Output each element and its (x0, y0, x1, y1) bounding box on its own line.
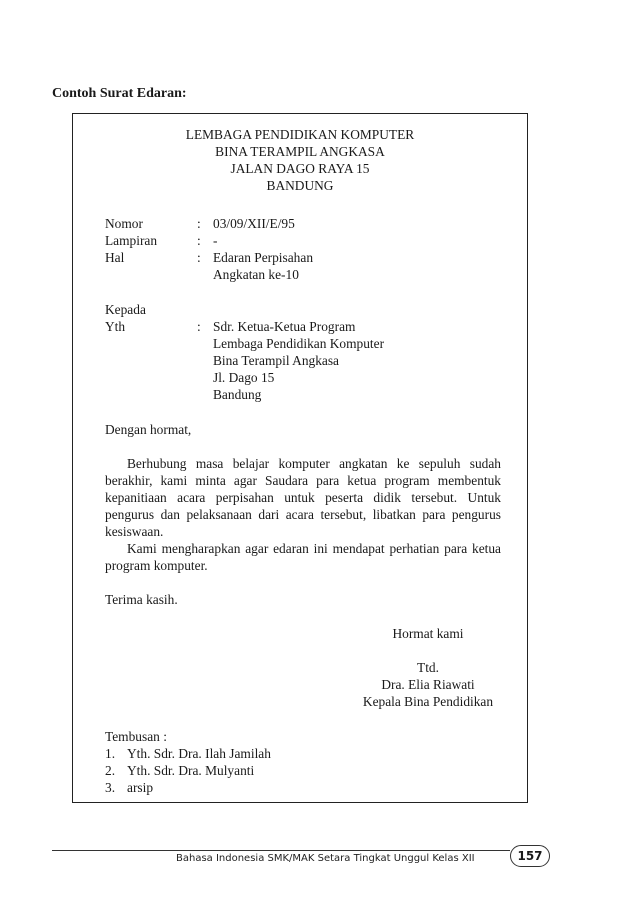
meta-colon: : (197, 233, 201, 248)
tembusan-label: Tembusan : (105, 729, 167, 744)
letter-body (105, 455, 501, 574)
signature-ttd: Ttd. (417, 660, 439, 675)
letterhead-line: BANDUNG (266, 178, 334, 193)
letter-meta (105, 215, 313, 283)
closing: Terima kasih. (105, 592, 178, 607)
recipient-line: Bina Terampil Angkasa (213, 353, 340, 368)
list-item: 3. arsip (105, 780, 154, 795)
letterhead (73, 126, 527, 194)
recipient-line: Jl. Dago 15 (213, 370, 275, 385)
meta-colon: : (197, 216, 201, 231)
meta-colon: : (197, 250, 201, 265)
meta-label: Lampiran (105, 233, 158, 248)
list-item: 2. Yth. Sdr. Dra. Mulyanti (105, 763, 255, 778)
meta-value: Edaran Perpisahan (213, 250, 314, 265)
page-number: 157 (510, 845, 550, 867)
meta-label: Nomor (105, 216, 143, 231)
recipient-line: Bandung (213, 387, 262, 402)
list-item: 1. Yth. Sdr. Dra. Ilah Jamilah (105, 746, 271, 761)
meta-value: - (213, 233, 218, 248)
signature-name: Dra. Elia Riawati (381, 677, 475, 692)
footer-book-title: Bahasa Indonesia SMK/MAK Setara Tingkat Unggul Kelas XII (176, 853, 475, 864)
letterhead-line: BINA TERAMPIL ANGKASA (215, 144, 385, 159)
meta-value: 03/09/XII/E/95 (213, 216, 295, 231)
meta-row-hal (105, 249, 313, 266)
meta-row-nomor (105, 215, 313, 232)
recipient-block (105, 301, 384, 403)
greeting: Dengan hormat, (105, 422, 192, 437)
meta-colon: : (197, 319, 201, 334)
signature-block (353, 625, 503, 710)
body-paragraph: Kami mengharapkan agar edaran ini mendapat perhatian para ketua program komputer. (105, 541, 501, 573)
meta-row-hal-cont (105, 266, 313, 283)
body-paragraph: Berhubung masa belajar komputer angkatan ke sepuluh sudah berakhir, kami minta agar Saudara para ketua program membentuk kepanitiaan acara perpisahan untuk peserta didik tersebut. Untuk pengurus dan pelaksanaan dari acara tersebut, libatkan para pengurus kesiswaan. (105, 456, 501, 539)
signature-salutation: Hormat kami (392, 626, 464, 641)
signature-position: Kepala Bina Pendidikan (362, 694, 494, 709)
meta-label: Hal (105, 250, 125, 265)
footer-divider (52, 850, 510, 851)
letterhead-line: JALAN DAGO RAYA 15 (230, 161, 370, 176)
meta-value: Angkatan ke-10 (213, 267, 299, 282)
recipient-line: Sdr. Ketua-Ketua Program (213, 319, 356, 334)
letter-box (72, 113, 528, 803)
recipient-kepada: Kepada (105, 302, 146, 317)
meta-row-lampiran (105, 232, 313, 249)
section-heading: Contoh Surat Edaran: (52, 86, 187, 101)
letterhead-line: LEMBAGA PENDIDIKAN KOMPUTER (185, 127, 415, 142)
recipient-line: Lembaga Pendidikan Komputer (213, 336, 385, 351)
tembusan-block (105, 728, 271, 796)
recipient-yth: Yth (105, 319, 126, 334)
